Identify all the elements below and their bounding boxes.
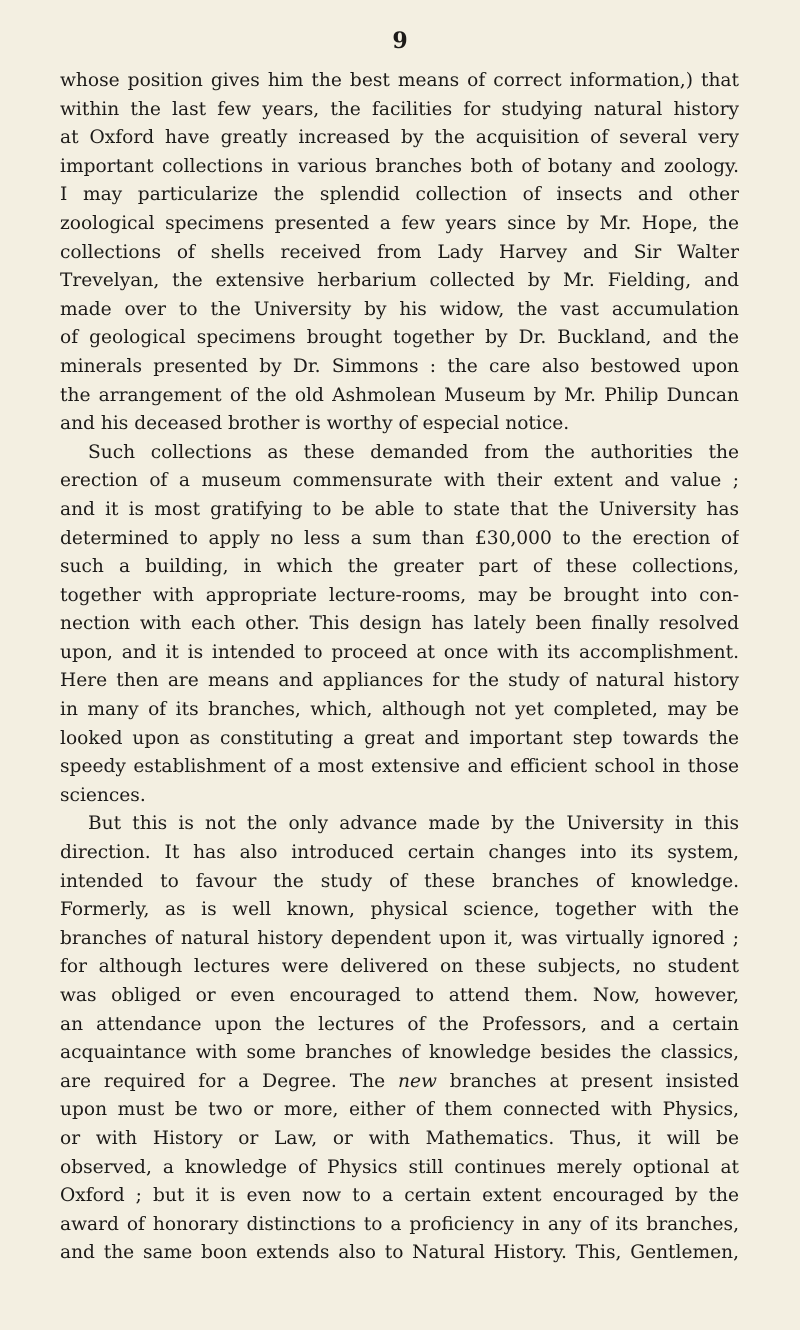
- text-line: But this is not the only advance made by the University in this: [88, 813, 739, 835]
- text-line: Trevelyan, the extensive herbarium collected by Mr. Fielding, and: [60, 270, 739, 292]
- text-line: award of honorary distinctions to a proficiency in any of its branches,: [60, 1213, 739, 1235]
- text-line: whose position gives him the best means of correct information,) that: [60, 70, 739, 91]
- text-line: an attendance upon the lectures of the Professors, and a certain: [60, 1013, 739, 1035]
- text-line: Oxford ; but it is even now to a certain extent encouraged by the: [60, 1185, 739, 1207]
- text-line: together with appropriate lecture-rooms, may be brought into con-: [60, 584, 739, 606]
- text-line: looked upon as constituting a great and important step towards the: [60, 727, 739, 749]
- text-line: within the last few years, the facilities for studying natural history: [60, 98, 739, 120]
- body-text: [60, 67, 739, 1268]
- text-line: important collections in various branches both of botany and zoology.: [60, 155, 739, 177]
- text-line: sciences.: [60, 784, 146, 806]
- text-line: and his deceased brother is worthy of especial notice.: [60, 413, 570, 435]
- text-line: branches of natural history dependent upon it, was virtually ignored ;: [60, 927, 739, 949]
- text-line: in many of its branches, which, although not yet completed, may be: [60, 699, 739, 721]
- text-line: was obliged or even encouraged to attend them. Now, however,: [60, 985, 739, 1006]
- text-line: the arrangement of the old Ashmolean Museum by Mr. Philip Duncan: [60, 384, 739, 406]
- text-line: erection of a museum commensurate with their extent and value ;: [60, 470, 739, 492]
- text-line: determined to apply no less a sum than £30,000 to the erection of: [60, 527, 739, 549]
- text-line: or with History or Law, or with Mathematics. Thus, it will be: [60, 1127, 739, 1149]
- text-line: speedy establishment of a most extensive and efficient school in those: [60, 756, 739, 778]
- text-line: intended to favour the study of these branches of knowledge.: [60, 870, 739, 892]
- text-line: for although lectures were delivered on these subjects, no student: [60, 956, 739, 978]
- text-line: upon must be two or more, either of them connected with Physics,: [60, 1099, 739, 1121]
- text-line: nection with each other. This design has lately been finally resolved: [60, 613, 739, 635]
- text-line: minerals presented by Dr. Simmons : the care also bestowed upon: [60, 355, 739, 377]
- page-number: 9: [392, 28, 408, 54]
- text-line: made over to the University by his widow, the vast accumulation: [60, 298, 739, 320]
- text-line: direction. It has also introduced certain changes into its system,: [60, 842, 739, 864]
- text-line: and it is most gratifying to be able to state that the University has: [60, 498, 739, 520]
- text-line: such a building, in which the greater part of these collections,: [60, 556, 739, 578]
- text-line: observed, a knowledge of Physics still continues merely optional at: [60, 1156, 739, 1178]
- text-line: of geological specimens brought together by Dr. Buckland, and the: [60, 327, 739, 349]
- text-line: are required for a Degree. The new branches at present insisted: [60, 1070, 739, 1092]
- text-line: Here then are means and appliances for the study of natural history: [60, 670, 739, 692]
- text-line: at Oxford have greatly increased by the acquisition of several very: [60, 127, 739, 149]
- text-line: acquaintance with some branches of knowledge besides the classics,: [60, 1042, 739, 1064]
- text-line: Formerly, as is well known, physical science, together with the: [60, 899, 739, 921]
- text-line: I may particularize the splendid collection of insects and other: [60, 184, 739, 206]
- text-line: upon, and it is intended to proceed at once with its accomplishment.: [60, 641, 739, 663]
- text-line: collections of shells received from Lady Harvey and Sir Walter: [60, 241, 739, 263]
- text-line: Such collections as these demanded from the authorities the: [88, 441, 739, 463]
- text-line: and the same boon extends also to Natural History. This, Gentlemen,: [60, 1242, 739, 1264]
- text-line: zoological specimens presented a few years since by Mr. Hope, the: [60, 212, 739, 234]
